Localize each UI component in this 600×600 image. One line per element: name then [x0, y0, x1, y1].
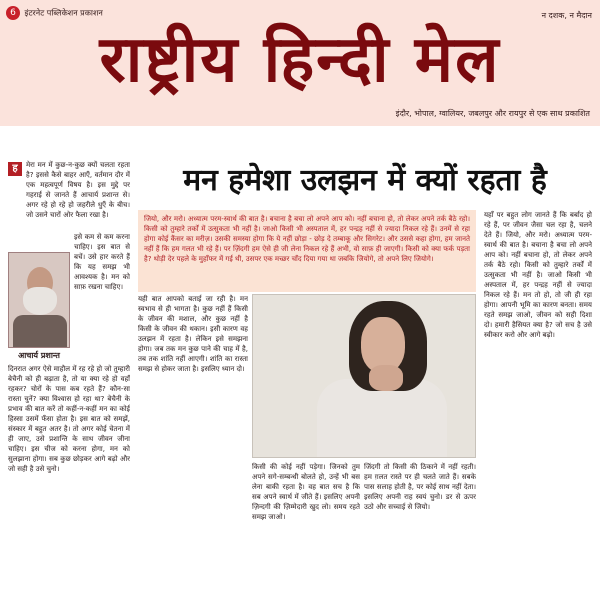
article-paragraph: इसे कम से कम करना चाहिए। इस बात से बचें। उसे हार करते हैं कि यह समझ भी आवश्यक है। मन को साफ़ रखना चाहिए।: [74, 233, 130, 291]
edition-tagline: न दशक, न मैदान: [541, 11, 592, 20]
article-paragraph: यही बात आपको बताई जा रही है। मन स्वभाव से ही भागता है। कुछ नहीं हैं किसी के जीवन की मशाल, और कुछ नहीं है किसी के जीवन की थकान। इसी कारण वह उलझन में रहता है। लेकिन इसे समझना होगा। जब तक मन कुछ पाने की चाह में है, तब तक शांति नहीं आएगी। शांति का रास्ता समझ से होकर जाता है। इसलिए ध्यान दो।: [138, 295, 248, 373]
author-name: आचार्य प्रशान्त: [18, 351, 60, 360]
drop-cap: ह: [8, 162, 22, 176]
article-paragraph: किसी की कोई नहीं पड़ेगा। जिनको तुम अपने सगे-सम्बन्धी बोलते हो, उन्हें भी बस लेना बाकी रहता है। वह बात सच है कि सब अपने स्वार्थ में जीते हैं। इसलिए अपनी ज़िन्दगी की ज़िम्मेदारी खुद लो। समय रहते समझ जाओ।: [252, 463, 360, 521]
article-paragraph: यहाँ पर बहुत लोग जानते हैं कि बर्बाद हो रहे हैं, पर जीवन जैसा चल रहा है, चलने देते हैं। जियो, और मरो। अध्यात्म परम-स्वार्थ की बात है। बचाना है बचा लो अपने आप को। नहीं बचाना हो, तो लेकर अपने तर्क बैठे रहो। किसी को तुम्हारे तर्कों में उत्सुकता भी नहीं है। जाओ किसी भी अस्पताल में, हर पन्द्रह नहीं से ज्यादा निकल रहे हैं। मन तो हो, तो जी ही रहा होगा। आपनी भूमि का कारण बनता। समय रहते समझ जाओ, जीवन को सही दिशा दो। हमारी हैसियत क्या है? जो सच है उसे स्वीकार करो और आगे बढ़ो।: [484, 211, 592, 339]
masthead: [0, 0, 600, 126]
author-photo: [8, 252, 70, 348]
article-paragraph: मेरा मन में कुछ-न-कुछ क्यों चलता रहता है? इससे कैसे बाहर आएँ, वर्तमान दौर में एक महत्वपूर्ण विषय है। इस मुद्दे पर गहराई से जानते हैं आचार्य प्रशान्त से। अगर रहे हो रहे हो जहरीले धुएँ के बीच। जो उसने चारों ओर फैला रखा है।: [26, 161, 130, 219]
article-paragraph: जिंदगी तो किसी की ठिकाने में नहीं रहती। हम ग़लत रास्ते पर ही चलते जाते हैं। सबके पास सलाह होती है, पर कोई साथ नहीं देता। इसलिए अपनी राह स्वयं चुनो। डर से ऊपर उठो और सच्चाई से जियो।: [364, 463, 476, 511]
newspaper-title: राष्ट्रीय हिन्दी मेल: [99, 22, 501, 97]
publisher-logo: [6, 6, 103, 20]
publication-cities: इंदौर, भोपाल, ग्वालियर, जबलपुर और रायपुर से एक साथ प्रकाशित: [395, 109, 590, 118]
article-headline: मन हमेशा उलझन में क्यों रहता है: [183, 163, 547, 198]
publisher-logo-icon: 6: [6, 6, 20, 20]
article-photo: [252, 294, 476, 458]
article-paragraph: दिनरात अगर ऐसे माहौल में रह रहे हो जो तुम्हारी बेचैनी को ही बढ़ाता है, तो या क्या रहे हो वहाँ रहकर? चोरों के पास कब रहते हैं? कौन-सा रास्ता चुनें? क्या विश्वास हो रहा था? बेचैनी के प्रभाव की बात करें तो कहीं-न-कहीं मन का कोई हिस्सा उसमें फँसा होता है। इस बात को समझें, संस्कार में बहुत अतर है। तो अगर कोई चेतना में ही जाए, उसे प्रशान्ति के साथ जीवन जीना चाहिए। इस चीज को करना होगा, मन को सुलझाना होगा। सब कुछ छोड़कर आगे बढ़ो और जो सही है उसे चुनो।: [8, 365, 130, 473]
article: [8, 160, 592, 592]
intro-highlight-box: जियो, और मरो। अध्यात्म परम-स्वार्थ की बात है। बचाना है बचा लो अपने आप को। नहीं बचाना हो, तो लेकर अपने तर्क बैठे रहो। किसी को तुम्हारे तर्कों में उत्सुकता भी नहीं है। जाओ किसी भी अस्पताल में, हर पन्द्रह नहीं से ज्यादा निकल रहे हैं। उनमें से रहा होगा कोई कैंसर का मरीज़। उसकी समस्या होगा कि ये नहीं छोड़ा - छोड़ दे तम्बाकू और सिगरेट। और उससे कहा होगा, हम जानते नहीं हैं कि हम गलत भी रहे हैं। पर ज़िंदगी हम ऐसे ही जी लेना निकल रहे हैं अभी, वो साफ़ ही जाएगी। किसी को क्या फर्क पड़ता है? थोड़ी देर पहले के मुहाँफर में गई थी, उसपर एक मच्छर चाँद दिया गया था जबकि जियोगे, तो अपने लिए जियोगे।: [138, 210, 476, 292]
publisher-name: इंटरनेट पब्लिकेशन प्रकाशन: [24, 8, 103, 18]
